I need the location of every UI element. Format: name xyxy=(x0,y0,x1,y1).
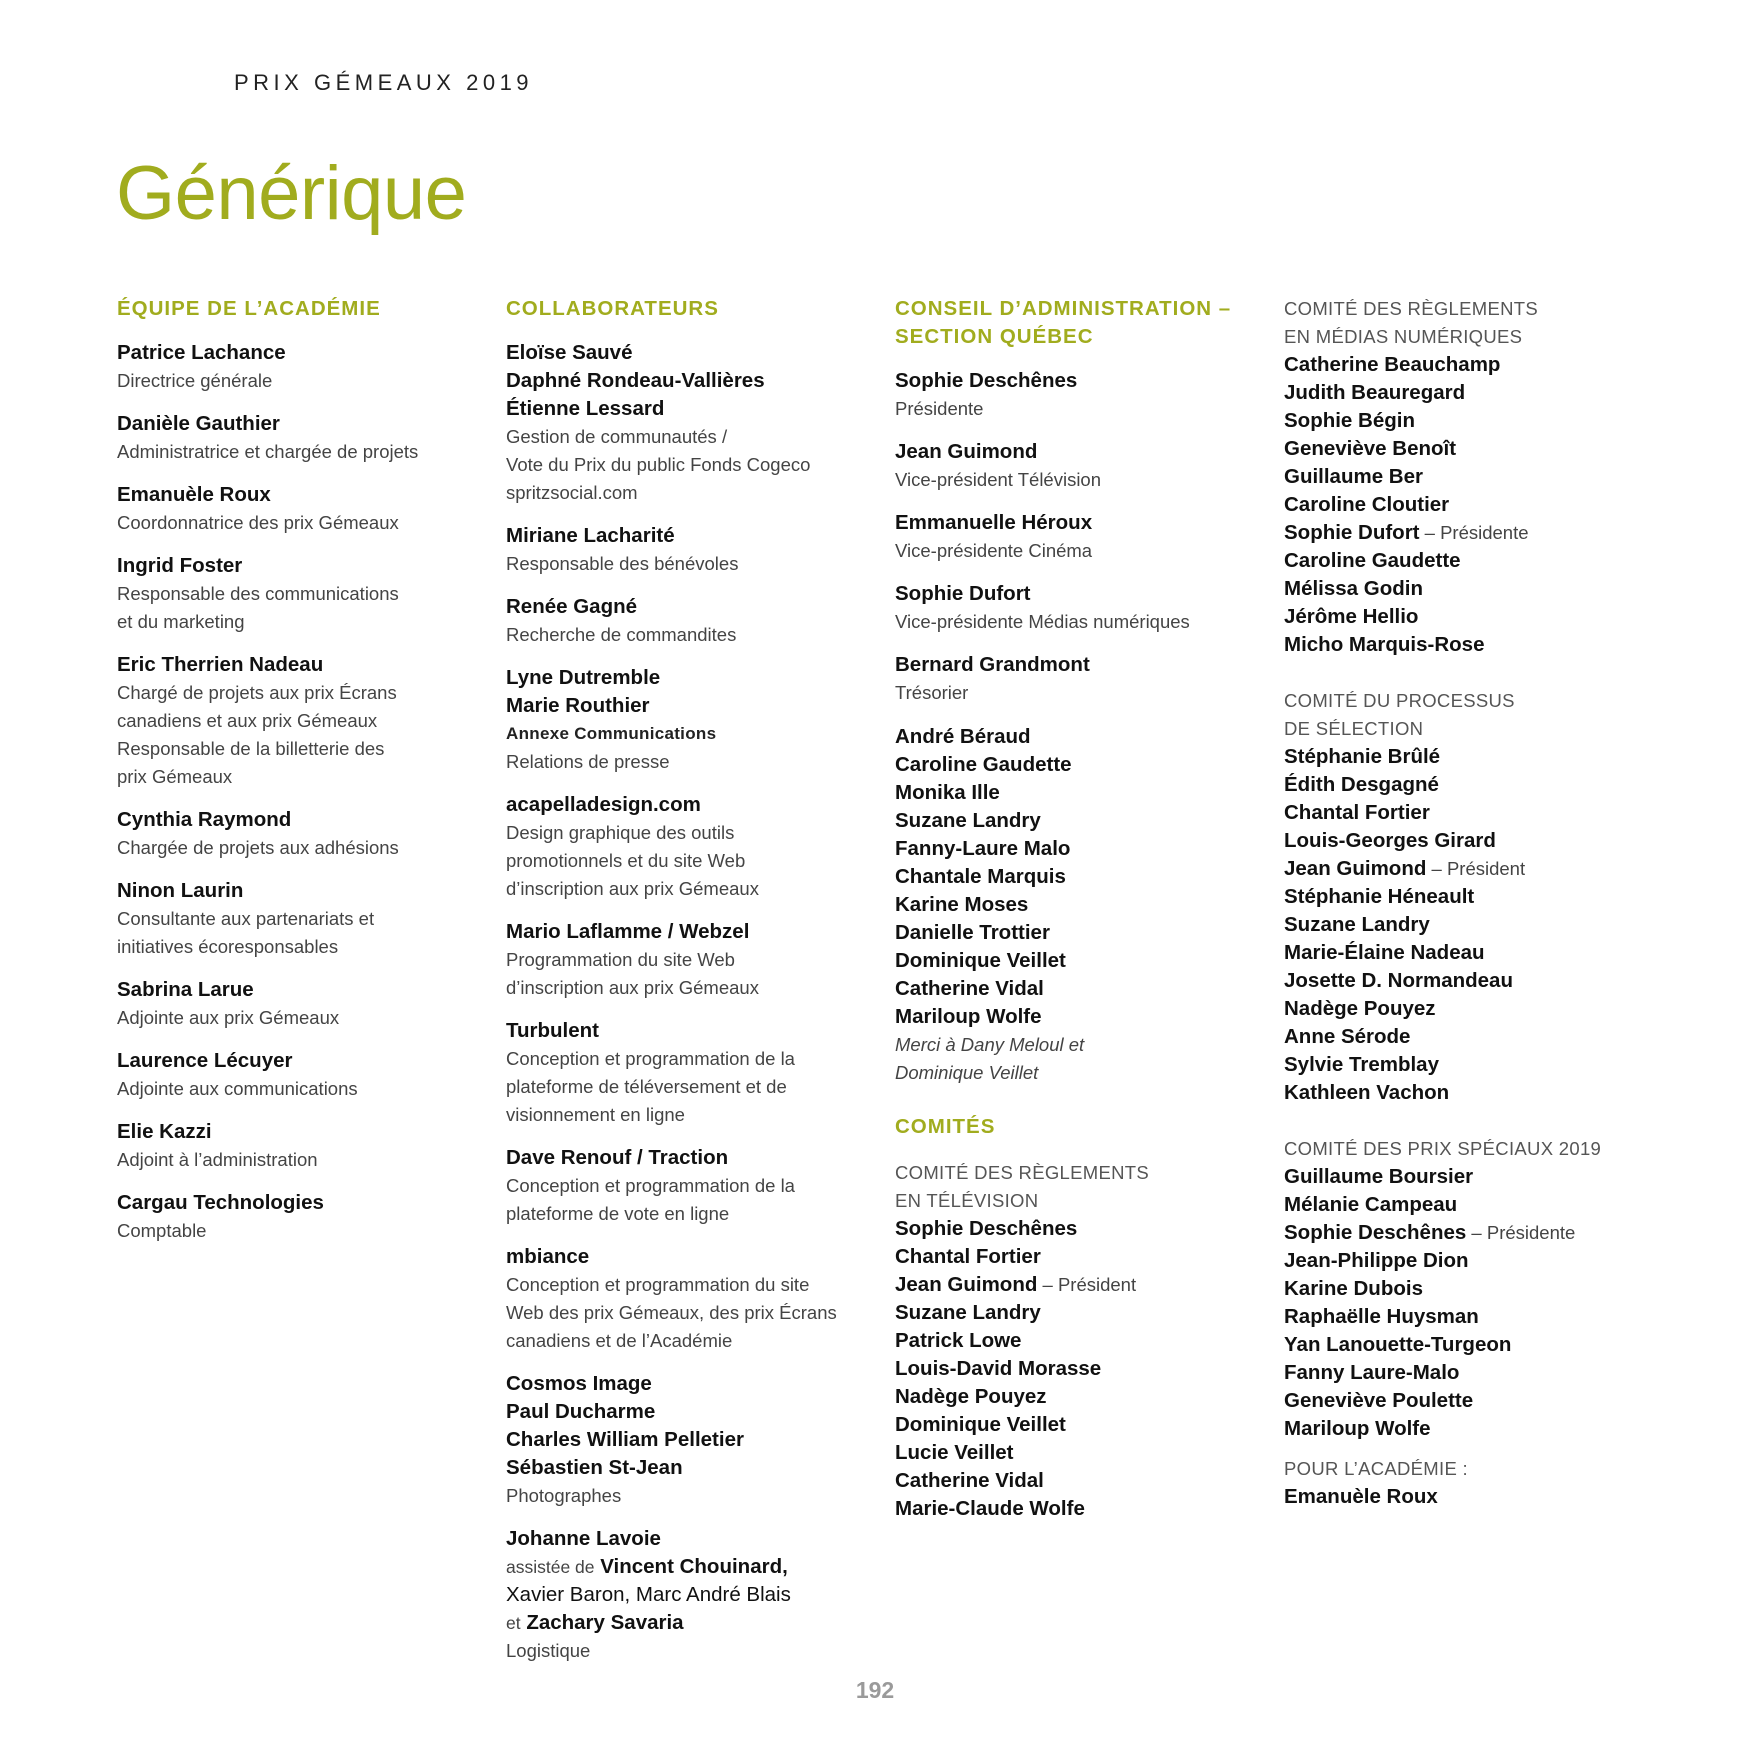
committee-member xyxy=(1284,575,1684,603)
member-name: Jean-Philippe Dion xyxy=(1284,1249,1469,1272)
committee-member xyxy=(895,1439,1265,1467)
committee-member xyxy=(895,1215,1265,1243)
committee-member xyxy=(895,1271,1265,1299)
credit-entry xyxy=(506,522,876,578)
credit-name: mbiance xyxy=(506,1245,590,1268)
committee-member xyxy=(1284,1163,1684,1191)
credit-entry xyxy=(506,1525,876,1665)
member-name: Jean Guimond xyxy=(895,1273,1038,1296)
credit-entry xyxy=(506,1243,876,1355)
credit-name: Sabrina Larue xyxy=(117,978,254,1001)
officer-role: Trésorier xyxy=(895,682,969,703)
committee-label: EN TÉLÉVISION xyxy=(895,1190,1039,1211)
credit-role: et du marketing xyxy=(117,611,245,632)
column-academy-team xyxy=(117,295,487,1260)
credit-role: Web des prix Gémeaux, des prix Écrans xyxy=(506,1302,837,1323)
credit-role: canadiens et de l’Académie xyxy=(506,1330,733,1351)
member-name: Suzane Landry xyxy=(895,1301,1041,1324)
committee-member xyxy=(895,1467,1265,1495)
member-name: Mélissa Godin xyxy=(1284,577,1423,600)
board-members xyxy=(895,723,1265,1031)
credit-name: Renée Gagné xyxy=(506,595,638,618)
column-collaborators xyxy=(506,295,876,1680)
section-heading: ÉQUIPE DE L’ACADÉMIE xyxy=(117,297,381,320)
committee-digital-media xyxy=(1284,295,1684,659)
committee-member xyxy=(1284,1387,1684,1415)
member-name: Chantale Marquis xyxy=(895,865,1066,888)
page-title: Générique xyxy=(116,151,467,236)
committee-member xyxy=(895,1411,1265,1439)
credit-entry xyxy=(506,339,876,507)
credit-role: Relations de presse xyxy=(506,751,670,772)
member-name: Geneviève Poulette xyxy=(1284,1389,1474,1412)
member-name: Sophie Bégin xyxy=(1284,409,1415,432)
section-heading: CONSEIL D’ADMINISTRATION – SECTION QUÉBEC xyxy=(895,297,1232,348)
member-name: Dominique Veillet xyxy=(895,949,1066,972)
credit-entry xyxy=(117,976,487,1032)
officer-entry xyxy=(895,367,1265,423)
credit-entry xyxy=(506,1370,876,1510)
credit-role: Design graphique des outils xyxy=(506,822,735,843)
committee-member xyxy=(1284,995,1684,1023)
committee-member xyxy=(1284,1051,1684,1079)
credit-name: Paul Ducharme xyxy=(506,1400,656,1423)
credit-assistants: assistée de Vincent Chouinard, xyxy=(506,1555,788,1578)
committee-member xyxy=(1284,351,1684,379)
column-committees xyxy=(1284,295,1684,1511)
committee-member xyxy=(1284,1415,1684,1443)
committee-label: COMITÉ DU PROCESSUS xyxy=(1284,690,1515,711)
credit-role: visionnement en ligne xyxy=(506,1104,685,1125)
committee-label: COMITÉ DES RÈGLEMENTS xyxy=(895,1162,1150,1183)
committee-member xyxy=(895,1383,1265,1411)
member-name: Geneviève Benoît xyxy=(1284,437,1457,460)
committee-member xyxy=(895,1355,1265,1383)
credit-role: Adjoint à l’administration xyxy=(117,1149,318,1170)
member-role: – Président xyxy=(1037,1274,1137,1295)
member-name: Karine Dubois xyxy=(1284,1277,1423,1300)
credit-name: Dave Renouf / Traction xyxy=(506,1146,729,1169)
member-name: Judith Beauregard xyxy=(1284,381,1466,404)
credit-role: prix Gémeaux xyxy=(117,766,233,787)
member-name: Guillaume Boursier xyxy=(1284,1165,1474,1188)
credit-assistants: et Zachary Savaria xyxy=(506,1611,684,1634)
academy-label: POUR L’ACADÉMIE : xyxy=(1284,1458,1468,1479)
credit-name: Ninon Laurin xyxy=(117,879,244,902)
credit-entry xyxy=(506,1017,876,1129)
credit-entry xyxy=(506,918,876,1002)
committee-selection-process xyxy=(1284,687,1684,1107)
credit-name: Daphné Rondeau-Vallières xyxy=(506,369,765,392)
credit-name: Elie Kazzi xyxy=(117,1120,212,1143)
member-name: Sylvie Tremblay xyxy=(1284,1053,1439,1076)
member-name: Chantal Fortier xyxy=(895,1245,1041,1268)
member-name: André Béraud xyxy=(895,725,1031,748)
credit-entry xyxy=(117,877,487,961)
credit-entry xyxy=(117,1189,487,1245)
committee-member xyxy=(1284,547,1684,575)
officer-entry xyxy=(895,651,1265,707)
credit-role: Conception et programmation de la xyxy=(506,1175,795,1196)
credit-role: d’inscription aux prix Gémeaux xyxy=(506,977,759,998)
credit-role: Comptable xyxy=(117,1220,207,1241)
officer-list xyxy=(895,367,1265,707)
committee-member xyxy=(1284,463,1684,491)
credit-role: Recherche de commandites xyxy=(506,624,737,645)
member-name: Sophie Deschênes xyxy=(895,1217,1078,1240)
credit-role: Directrice générale xyxy=(117,370,273,391)
committee-member xyxy=(1284,1303,1684,1331)
committee-member xyxy=(1284,827,1684,855)
member-name: Monika Ille xyxy=(895,781,1000,804)
member-name: Jean Guimond xyxy=(1284,857,1427,880)
member-name: Raphaëlle Huysman xyxy=(1284,1305,1479,1328)
member-name: Nadège Pouyez xyxy=(1284,997,1436,1020)
officer-name: Jean Guimond xyxy=(895,440,1038,463)
member-name: Stéphanie Brûlé xyxy=(1284,745,1441,768)
member-name: Josette D. Normandeau xyxy=(1284,969,1513,992)
member-name: Stéphanie Héneault xyxy=(1284,885,1475,908)
member-name: Catherine Beauchamp xyxy=(1284,353,1501,376)
committee-member xyxy=(1284,491,1684,519)
thanks-note xyxy=(895,1031,1265,1087)
credit-name: Johanne Lavoie xyxy=(506,1527,661,1550)
member-name: Chantal Fortier xyxy=(1284,801,1430,824)
member-name: Jérôme Hellio xyxy=(1284,605,1419,628)
member-name: Fanny Laure-Malo xyxy=(1284,1361,1460,1384)
credit-role: Chargée de projets aux adhésions xyxy=(117,837,399,858)
credit-name: Emanuèle Roux xyxy=(117,483,271,506)
committee-member xyxy=(1284,603,1684,631)
committee-member xyxy=(1284,911,1684,939)
credit-role: plateforme de téléversement et de xyxy=(506,1076,787,1097)
member-name: Kathleen Vachon xyxy=(1284,1081,1450,1104)
credit-name: Cargau Technologies xyxy=(117,1191,324,1214)
section-heading: COLLABORATEURS xyxy=(506,297,719,320)
credit-role: Logistique xyxy=(506,1640,591,1661)
committees-heading: COMITÉS xyxy=(895,1115,996,1138)
credit-role: Adjointe aux prix Gémeaux xyxy=(117,1007,340,1028)
member-name: Danielle Trottier xyxy=(895,921,1050,944)
credit-role: Responsable des communications xyxy=(117,583,399,604)
committee-member xyxy=(895,1243,1265,1271)
officer-role: Vice-président Télévision xyxy=(895,469,1102,490)
credit-role: Adjointe aux communications xyxy=(117,1078,358,1099)
member-role: – Présidente xyxy=(1466,1222,1576,1243)
officer-entry xyxy=(895,580,1265,636)
credit-entry xyxy=(117,1047,487,1103)
credit-entry xyxy=(506,791,876,903)
member-name: Louis-David Morasse xyxy=(895,1357,1102,1380)
committee-member xyxy=(1284,407,1684,435)
committee-label: COMITÉ DES RÈGLEMENTS xyxy=(1284,298,1539,319)
credit-entry xyxy=(117,1118,487,1174)
committee-label: EN MÉDIAS NUMÉRIQUES xyxy=(1284,326,1523,347)
credit-name: Patrice Lachance xyxy=(117,341,286,364)
credit-role: Gestion de communautés / xyxy=(506,426,728,447)
member-name: Yan Lanouette-Turgeon xyxy=(1284,1333,1512,1356)
committee-member xyxy=(1284,435,1684,463)
member-name: Micho Marquis-Rose xyxy=(1284,633,1485,656)
running-head: PRIX GÉMEAUX 2019 xyxy=(234,70,534,95)
credit-name: Charles William Pelletier xyxy=(506,1428,744,1451)
member-name: Mariloup Wolfe xyxy=(895,1005,1042,1028)
credit-name: Danièle Gauthier xyxy=(117,412,280,435)
member-name: Lucie Veillet xyxy=(895,1441,1014,1464)
officer-name: Sophie Dufort xyxy=(895,582,1031,605)
credit-entry xyxy=(117,552,487,636)
member-name: Catherine Vidal xyxy=(895,977,1044,1000)
committee-member xyxy=(1284,1191,1684,1219)
officer-entry xyxy=(895,509,1265,565)
committee-member xyxy=(1284,771,1684,799)
member-role: – Président xyxy=(1426,858,1526,879)
member-name: Dominique Veillet xyxy=(895,1413,1066,1436)
committee-member xyxy=(1284,631,1684,659)
committee-member xyxy=(1284,855,1684,883)
officer-name: Emmanuelle Héroux xyxy=(895,511,1093,534)
credit-name: Cosmos Image xyxy=(506,1372,652,1395)
committee-member xyxy=(895,1495,1265,1523)
member-name: Caroline Gaudette xyxy=(895,753,1072,776)
column-board xyxy=(895,295,1265,1523)
committee-member xyxy=(1284,1247,1684,1275)
member-name: Sophie Deschênes xyxy=(1284,1221,1467,1244)
member-name: Édith Desgagné xyxy=(1284,773,1439,796)
credit-entry xyxy=(117,410,487,466)
page-number: 192 xyxy=(855,1677,895,1703)
committee-member xyxy=(1284,1219,1684,1247)
credit-role: Chargé de projets aux prix Écrans xyxy=(117,682,397,703)
committee-member xyxy=(1284,1023,1684,1051)
credit-name: Cynthia Raymond xyxy=(117,808,292,831)
credit-name: Turbulent xyxy=(506,1019,599,1042)
credit-name: Mario Laflamme / Webzel xyxy=(506,920,750,943)
credit-role: Responsable de la billetterie des xyxy=(117,738,385,759)
officer-entry xyxy=(895,438,1265,494)
committee-member xyxy=(1284,883,1684,911)
credit-entry xyxy=(506,1144,876,1228)
credit-name: Étienne Lessard xyxy=(506,397,665,420)
credit-assistants: Xavier Baron, Marc André Blais xyxy=(506,1583,791,1606)
member-name: Mélanie Campeau xyxy=(1284,1193,1458,1216)
credit-role: canadiens et aux prix Gémeaux xyxy=(117,710,378,731)
credit-role: Conception et programmation de la xyxy=(506,1048,795,1069)
committee-member xyxy=(1284,939,1684,967)
member-name: Marie-Élaine Nadeau xyxy=(1284,941,1485,964)
credit-entry xyxy=(117,339,487,395)
credit-role: Administratrice et chargée de projets xyxy=(117,441,419,462)
officer-role: Présidente xyxy=(895,398,984,419)
member-name: Mariloup Wolfe xyxy=(1284,1417,1431,1440)
committee-member xyxy=(895,1299,1265,1327)
committee-tv xyxy=(895,1159,1265,1523)
credit-role: promotionnels et du site Web xyxy=(506,850,746,871)
credit-role: Photographes xyxy=(506,1485,622,1506)
committee-member xyxy=(895,1327,1265,1355)
committee-member xyxy=(1284,1359,1684,1387)
member-name: Louis-Georges Girard xyxy=(1284,829,1496,852)
member-name: Suzane Landry xyxy=(895,809,1041,832)
credit-entry xyxy=(506,664,876,776)
credit-name: Eloïse Sauvé xyxy=(506,341,633,364)
member-name: Fanny-Laure Malo xyxy=(895,837,1071,860)
committee-label: DE SÉLECTION xyxy=(1284,718,1424,739)
member-name: Marie-Claude Wolfe xyxy=(895,1497,1085,1520)
credit-name: Lyne Dutremble xyxy=(506,666,661,689)
credit-entry xyxy=(117,806,487,862)
credit-role: Responsable des bénévoles xyxy=(506,553,739,574)
credit-name: acapelladesign.com xyxy=(506,793,701,816)
credit-role: Coordonnatrice des prix Gémeaux xyxy=(117,512,399,533)
committee-member xyxy=(1284,743,1684,771)
credit-role: Programmation du site Web xyxy=(506,949,735,970)
member-name: Karine Moses xyxy=(895,893,1029,916)
thanks-line: Merci à Dany Meloul et xyxy=(895,1034,1085,1055)
credit-name: Marie Routhier xyxy=(506,694,650,717)
committee-member xyxy=(1284,799,1684,827)
committee-label: COMITÉ DES PRIX SPÉCIAUX 2019 xyxy=(1284,1138,1602,1159)
committee-member xyxy=(1284,519,1684,547)
credit-list xyxy=(117,339,487,1245)
member-name: Guillaume Ber xyxy=(1284,465,1423,488)
member-name: Caroline Cloutier xyxy=(1284,493,1450,516)
member-name: Sophie Dufort xyxy=(1284,521,1420,544)
member-name: Nadège Pouyez xyxy=(895,1385,1047,1408)
thanks-line: Dominique Veillet xyxy=(895,1062,1039,1083)
committee-member xyxy=(1284,1275,1684,1303)
credit-name: Laurence Lécuyer xyxy=(117,1049,293,1072)
member-name: Suzane Landry xyxy=(1284,913,1430,936)
officer-role: Vice-présidente Cinéma xyxy=(895,540,1093,561)
credit-list xyxy=(506,339,876,1510)
credit-role: Conception et programmation du site xyxy=(506,1274,810,1295)
committee-member xyxy=(1284,967,1684,995)
member-name: Patrick Lowe xyxy=(895,1329,1022,1352)
credit-role: Vote du Prix du public Fonds Cogeco xyxy=(506,454,811,475)
credit-role: plateforme de vote en ligne xyxy=(506,1203,730,1224)
member-name: Anne Sérode xyxy=(1284,1025,1411,1048)
academy-representative: Emanuèle Roux xyxy=(1284,1485,1438,1508)
credit-name: Sébastien St-Jean xyxy=(506,1456,683,1479)
committee-special-awards xyxy=(1284,1135,1684,1443)
member-role: – Présidente xyxy=(1419,522,1529,543)
credit-entry xyxy=(117,481,487,537)
credit-entry xyxy=(506,593,876,649)
credit-role: Consultante aux partenariats et xyxy=(117,908,375,929)
member-name: Caroline Gaudette xyxy=(1284,549,1461,572)
officer-name: Bernard Grandmont xyxy=(895,653,1090,676)
credit-entry xyxy=(117,651,487,791)
credit-name: Ingrid Foster xyxy=(117,554,243,577)
credit-role: d’inscription aux prix Gémeaux xyxy=(506,878,759,899)
member-name: Catherine Vidal xyxy=(895,1469,1044,1492)
officer-role: Vice-présidente Médias numériques xyxy=(895,611,1190,632)
credit-name: Eric Therrien Nadeau xyxy=(117,653,324,676)
committee-member xyxy=(1284,379,1684,407)
committee-member xyxy=(1284,1079,1684,1107)
committee-member xyxy=(1284,1331,1684,1359)
credit-name: Miriane Lacharité xyxy=(506,524,675,547)
officer-name: Sophie Deschênes xyxy=(895,369,1078,392)
credit-role: spritzsocial.com xyxy=(506,482,638,503)
credit-organization: Annexe Communications xyxy=(506,724,717,743)
credit-role: initiatives écoresponsables xyxy=(117,936,339,957)
